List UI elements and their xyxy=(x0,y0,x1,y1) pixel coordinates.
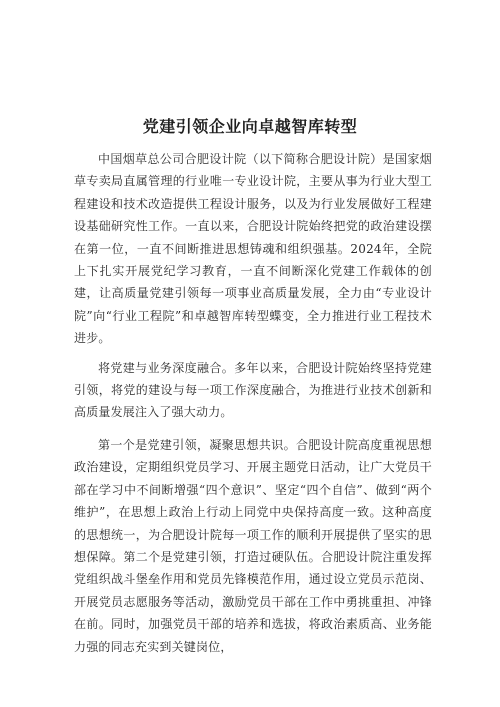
paragraph-integration: 将党建与业务深度融合。多年以来，合肥设计院始终坚持党建引领，将党的建设与每一项工作深度融合，为推进行业技术创新和高质量发展注入了强大动力。 xyxy=(74,360,432,420)
document-title: 党建引领企业向卓越智库转型 xyxy=(142,117,358,136)
paragraph-leadership: 第一个是党建引领，凝聚思想共识。合肥设计院高度重视思想政治建设，定期组织党员学习、开展主题党日活动，让广大党员干部在学习中不间断增强“四个意识”、坚定“四个自信”、做到“两个维护”，在思想上政治上行动上同党中央保持高度一致。这种高度的思想统一，为合肥设计院每一项工作的顺利开展提供了坚实的思想保障。第二个是党建引领，打造过硬队伍。合肥设计院注重发挥党组织战斗堡垒作用和党员先锋模范作用，通过设立党员示范岗、开展党员志愿服务等活动，激励党员干部在工作中勇挑重担、冲锋在前。同时，加强党员干部的培养和选拔，将政治素质高、业务能力强的同志充实到关键岗位， xyxy=(74,437,432,654)
paragraph-intro: 中国烟草总公司合肥设计院（以下简称合肥设计院）是国家烟草专卖局直属管理的行业唯一专业设计院，主要从事为行业大型工程建设和技术改造提供工程设计服务，以及为行业发展做好工程建设基础研究性工作。一直以来，合肥设计院始终把党的政治建设摆在第一位，一直不间断推进思想铸魂和组织强基。2024年，全院上下扎实开展党纪学习教育，一直不间断深化党建工作载体的创建，让高质量党建引领每一项事业高质量发展，全力由“专业设计院”向“行业工程院”和卓越智库转型蝶变，全力推进行业工程技术进步。 xyxy=(74,152,432,346)
document-body xyxy=(74,148,432,665)
